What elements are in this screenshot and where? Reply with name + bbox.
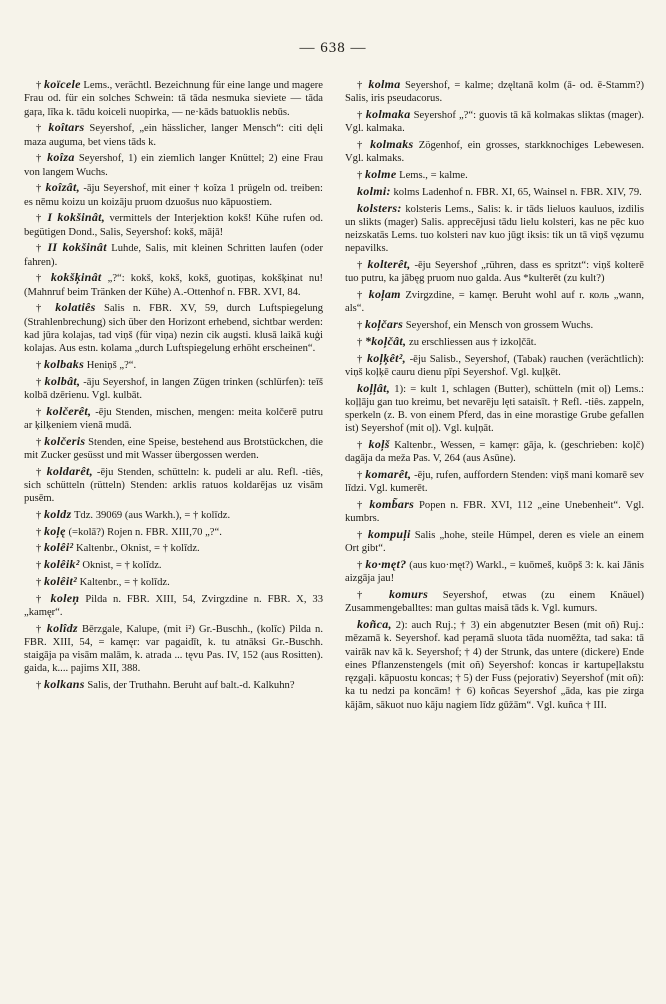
dagger-mark: † (36, 526, 42, 538)
dagger-mark: † (36, 123, 44, 135)
dictionary-entry (345, 202, 644, 256)
dictionary-entry (24, 525, 323, 539)
entry-definition: Kaltenbr., = † kolīdz. (79, 576, 170, 588)
entry-headword: kolkans (43, 677, 85, 691)
dictionary-entry (24, 592, 323, 620)
dictionary-entry (24, 575, 323, 589)
entry-definition: -ēju Seyershof „rühren, dass es spritzt“: viņš kolterē tuo putru, ka jābęg pruom nuo galda. Aus *kulterēt (zu kult?) (345, 260, 644, 285)
dagger-mark: † (357, 170, 363, 181)
page-number: — 638 — (299, 40, 367, 56)
dictionary-entry (345, 288, 644, 316)
entry-headword: kolêit² (43, 573, 77, 588)
entry-definition: Zvirgzdine, = kamęr. Beruht wohl auf r. коль „wann, als“. (345, 290, 644, 315)
dagger-mark: † (36, 406, 43, 418)
dictionary-entry (345, 528, 644, 556)
dagger-mark: † (36, 623, 43, 635)
entry-definition: Seyershof „?“: guovis tā kā kolmakas sliktas (mager). Vgl. kalmaka. (345, 110, 644, 135)
entry-headword: koļļât, (357, 380, 391, 395)
dagger-mark: † (36, 576, 42, 588)
dagger-mark: † (357, 80, 365, 91)
entry-definition: Kaltenbr., Oknist, = † kolīdz. (76, 543, 200, 555)
dagger-mark: † (36, 273, 45, 285)
entry-headword: koñca, (357, 617, 392, 631)
entry-definition: Popen n. FBR. XVI, 112 „eine Unebenheit“. Vgl. kumbrs. (345, 500, 644, 525)
entry-headword: I kokšinât, (47, 210, 106, 225)
entry-definition: Seyershof, = kalme; dzęltanā kolm (ā- od. ē-Stamm?) Salis, iris pseudacorus. (345, 80, 644, 105)
dagger-mark: † (357, 470, 363, 481)
dictionary-entry (345, 588, 644, 616)
dictionary-entry (24, 508, 323, 522)
entry-definition: Stenden, eine Speise, bestehend aus Brotstückchen, die mit Zucker gesüsst und mit Wasser übergossen werden. (24, 436, 323, 461)
entry-headword: komurs (388, 587, 429, 601)
entry-headword: kolmaks (370, 137, 414, 151)
entry-headword: komb̃ars (369, 497, 415, 511)
dictionary-entry (24, 435, 323, 463)
dagger-mark: † (36, 359, 42, 371)
entry-headword: kolčerêt, (46, 403, 92, 418)
entry-definition: (aus kuo·męt?) Warkl., = kuōmeš, kuōpš 3: k. kai Jānis aizgāja jau! (345, 560, 644, 585)
dagger-mark: † (36, 560, 42, 571)
dagger-mark: † (357, 500, 365, 511)
entry-headword: kokšķinât (50, 270, 102, 285)
entry-definition: zu erschliessen aus † izkoļčāt. (409, 336, 537, 348)
dagger-mark: † (36, 509, 42, 521)
entry-headword: kolmaka (365, 107, 411, 121)
entry-definition: -ēju Salisb., Seyershof, (Tabak) rauchen (verächtlich): viņš koļķē cauru dienu pīpi Seyershof. Vgl. kuļķēt. (345, 353, 645, 378)
dagger-mark: † (36, 466, 43, 478)
entry-definition: -āju Seyershof, mit einer † koîza 1 prügeln od. treiben: es nēmu koizu un koizāju pruom dzuošus nuo kāpuostiem. (24, 183, 323, 208)
dictionary-entry (24, 301, 323, 355)
entry-definition: Salis „hohe, steile Hümpel, deren es viele an einem Ort gibt“. (345, 530, 645, 555)
dagger-mark: † (36, 543, 42, 555)
dagger-mark: † (357, 530, 364, 541)
entry-definition: Bērzgale, Kalupe, (mit i²) Gr.-Buschh., (kolīc) Pilda n. FBR. XIII, 54, = kamęr: var pagaidīt, k. tu atnāksi Gr.-Buschh. staigāja pa visām malām, k. atrada ... tęvu Pas. IV, 152 (aus Rositten). gaida, k.... pajims XII, 388. (24, 623, 323, 675)
dagger-mark: † (36, 303, 47, 315)
entry-definition: kolms Ladenhof n. FBR. XI, 65, Wainsel n. FBR. XIV, 79. (393, 186, 642, 198)
dagger-mark: † (36, 243, 44, 255)
entry-headword: koldarêt, (46, 463, 93, 478)
dagger-mark: † (357, 290, 365, 301)
dagger-mark: † (357, 590, 375, 601)
entry-headword: ko·męt? (365, 557, 407, 571)
dictionary-entry (24, 405, 323, 433)
dictionary-entry (24, 151, 323, 179)
entry-headword: kolêik² (43, 557, 80, 571)
entry-definition: kolsteris Lems., Salis: k. ir tāds lieluos kauluos, izdilis un slikts (mager) Salis. apprecējusi tādu lielu kolsteri, kas ne pēc kuo neizskatās Lems. tuo kolsteri nav kuo jūgt iksis: tik un tā viņš vęzumu nepavilks. (345, 203, 644, 255)
dagger-mark: † (36, 213, 44, 225)
entry-headword: kolme (364, 167, 397, 181)
entry-definition: (=kolā?) Rojen n. FBR. XIII,70 „?“. (68, 526, 222, 538)
dictionary-entry (24, 375, 323, 403)
dagger-mark: † (357, 336, 363, 348)
entry-headword: kolterêt, (367, 257, 411, 271)
entry-headword: koleņ (50, 590, 80, 605)
entry-headword: *koļčât, (364, 333, 407, 348)
dagger-mark: † (357, 110, 363, 121)
dagger-mark: † (36, 376, 42, 388)
dictionary-entry (345, 108, 644, 136)
entry-definition: „?“: kokš, kokš, kokš, guotiņas, kokšķinat nu! (Mahnruf beim Tränken der Kühe) A.-Ottenhof n. FBR. XVI, 84. (24, 273, 324, 298)
dagger-mark: † (357, 140, 365, 151)
entry-definition: vermittels der Interjektion kokš! Kühe rufen od. begütigen Dond., Salis, Seyershof: kokš, mājā! (24, 213, 323, 238)
entry-definition: Seyershof, „ein hässlicher, langer Mensch“: citi dęli maza auguma, bet viens tāds k. (24, 123, 324, 148)
entry-headword: kolêi² (43, 540, 74, 555)
dictionary-entry (345, 258, 644, 286)
dictionary-entry (345, 558, 644, 586)
dictionary-entry (24, 678, 323, 692)
dictionary-entry (345, 335, 644, 349)
entry-headword: kolatiês (55, 300, 96, 315)
dagger-mark: † (357, 560, 363, 571)
entry-definition: Lems., verächtl. Bezeichnung für eine lange und magere Frau od. für ein solches Schwein: tā tāda nesmuka sieviete — tāda gaŗa, līka k. tādu koiceli nuopirka, — ne·kāds batuoklis nebūs. (24, 80, 323, 118)
dictionary-entry (345, 468, 644, 496)
dagger-mark: † (36, 153, 43, 165)
entry-definition: Kaltenbr., Wessen, = kamęr: gāja, k. (geschrieben: koļč) dagāja da meža Pas. V, 264 (aus Asūne). (345, 440, 644, 465)
dictionary-entry (345, 618, 644, 712)
dictionary-entry (345, 382, 644, 436)
entry-headword: kolbaks (43, 356, 85, 371)
dictionary-entry (24, 358, 323, 372)
entry-headword: kolsters: (357, 200, 402, 215)
entry-headword: kolbât, (44, 373, 81, 388)
entry-definition: Oknist, = † kolīdz. (82, 560, 162, 571)
dagger-mark: † (357, 320, 363, 331)
entry-headword: koļš (368, 437, 390, 451)
dictionary-entry (24, 465, 323, 506)
entry-headword: koļčars (364, 317, 404, 331)
dictionary-entry (345, 138, 644, 166)
entry-headword: koļam (368, 287, 401, 301)
dictionary-entry (345, 318, 644, 332)
entry-definition: Salis n. FBR. XV, 59, durch Luftspiegelung (Strahlenbrechung) sich über den Horizont erhebend, sichtbar werden: kad jūra kolajas, tad viņš (für viņa) nezin cik augsti. klusā laikā kuģi kolajas. Aus estn. kolama „durch Luftspiegelung erhöht erscheinen“. (24, 303, 324, 354)
right-column (345, 78, 644, 714)
dagger-mark: † (36, 80, 42, 91)
dictionary-entry (24, 558, 323, 572)
entry-headword: koîzât, (45, 180, 80, 195)
entry-definition: Luhde, Salis, mit kleinen Schritten laufen (oder fahren). (24, 243, 323, 268)
dictionary-entry (345, 352, 644, 380)
left-column (24, 78, 323, 714)
entry-definition: Seyershof, ein Mensch von grossem Wuchs. (405, 320, 594, 331)
dictionary-entry (24, 271, 323, 299)
dictionary-entry (345, 78, 644, 106)
entry-definition: Tdz. 39069 (aus Warkh.), = † kolīdz. (73, 509, 231, 521)
dictionary-entry (24, 541, 323, 555)
entry-headword: koļę (43, 523, 66, 538)
entry-definition: Seyershof, etwas (zu einem Knäuel) Zusammengeballtes: man gultas maisā tāds k. Vgl. kumurs. (345, 590, 645, 615)
dictionary-entry (345, 498, 644, 526)
entry-definition: Lems., = kalme. (399, 170, 468, 181)
dagger-mark: † (36, 680, 42, 691)
entry-definition: -ēju Stenden, schütteln: k. pudeli ar alu. Refl. -tiês, sich schütteln (rütteln) Stenden: arklis ratuos koldarējas uz visām pusēm. (24, 466, 324, 504)
entry-headword: koldz (43, 506, 72, 521)
dagger-mark: † (357, 260, 364, 271)
dagger-mark: † (36, 183, 43, 195)
dictionary-entry (24, 622, 323, 676)
entry-headword: koîza (47, 150, 75, 165)
entry-headword: koļķêt², (366, 350, 406, 365)
entry-headword: kompuļi (367, 527, 411, 541)
dictionary-entry (24, 78, 323, 119)
dagger-mark: † (36, 436, 42, 448)
entry-headword: komarêt, (365, 467, 412, 481)
entry-definition: Heniņš „?“. (86, 359, 137, 371)
page-columns (24, 78, 644, 714)
entry-definition: Salis, der Truthahn. Beruht auf balt.-d. Kalkuhn? (87, 680, 295, 691)
dictionary-entry (24, 241, 323, 269)
entry-definition: -ēju, rufen, auffordern Stenden: viņš mani komarē sev līdzi. Vgl. kumerēt. (345, 470, 644, 495)
dictionary-entry (345, 168, 644, 182)
dagger-mark: † (357, 353, 364, 365)
entry-definition: Zögenhof, ein grosses, starkknochiges Lebewesen. Vgl. kalmaks. (345, 140, 644, 165)
dictionary-entry (24, 211, 323, 239)
dictionary-entry (24, 121, 323, 149)
entry-headword: kolma (368, 77, 401, 91)
entry-headword: koïcele (44, 77, 81, 91)
dictionary-entry (345, 185, 644, 199)
dictionary-entry (345, 438, 644, 466)
entry-definition: Seyershof, 1) ein ziemlich langer Knüttel; 2) eine Frau von langem Wuchs. (24, 153, 323, 178)
entry-headword: kolmi: (357, 183, 391, 198)
entry-headword: koîtars (48, 120, 85, 135)
entry-definition: Pilda n. FBR. XIII, 54, Zvirgzdine n. FBR. X, 33 „kamęr“. (24, 593, 324, 618)
dictionary-entry (24, 181, 323, 209)
entry-headword: kolčeris (44, 433, 86, 448)
dagger-mark: † (357, 440, 365, 451)
entry-headword: kolîdz (46, 620, 78, 635)
entry-definition: 2): auch Ruj.; † 3) ein abgenutzter Besen (mit oñ) Ruj.: mēzamā k. Seyershof. kad peŗamā sluota tāda nuoměžta, tad saka: tā vairāk nav kā k. Seyershof; † 4) der Strunk, das untere (dickere) Ende eines Pflanzenstengels (mit oñ) Seyershof: koncas ir kartupeļlakstu ręzgaļi. kāpuostu koncas; † 5) der Fuss (pejorativ) Seyershof (mit oñ): ka tu nedzi pa koncām! † 6) koñcas Seyershof „āda, kas pie zirga kājām, sākuot nuo kāju nagiem līdz gūžām“. Vgl. kuñca † III. (345, 620, 645, 711)
entry-definition: 1): = kult 1, schlagen (Butter), schütteln (mit oļ) Lems.: koļļāju gan tuo kreimu, bet nevarēju lęti sataisīt. † Refl. -tiês. zappeln, sperkeln (z. B. von einem Pferd, das in eine morastige Grube gefallen ist) Seyershof (mit oļ). Vgl. kuļņāt. (345, 383, 644, 435)
dagger-mark: † (36, 593, 45, 605)
entry-headword: II kokšinât (47, 240, 107, 255)
entry-definition: -ēju Stenden, mischen, mengen: meita kolčerē putru ar ķilķeniem vienā mudā. (24, 406, 323, 431)
entry-definition: -āju Seyershof, in langen Zügen trinken (schlürfen): teīš kolbā dzērienu. Vgl. kulbāt. (24, 376, 324, 401)
